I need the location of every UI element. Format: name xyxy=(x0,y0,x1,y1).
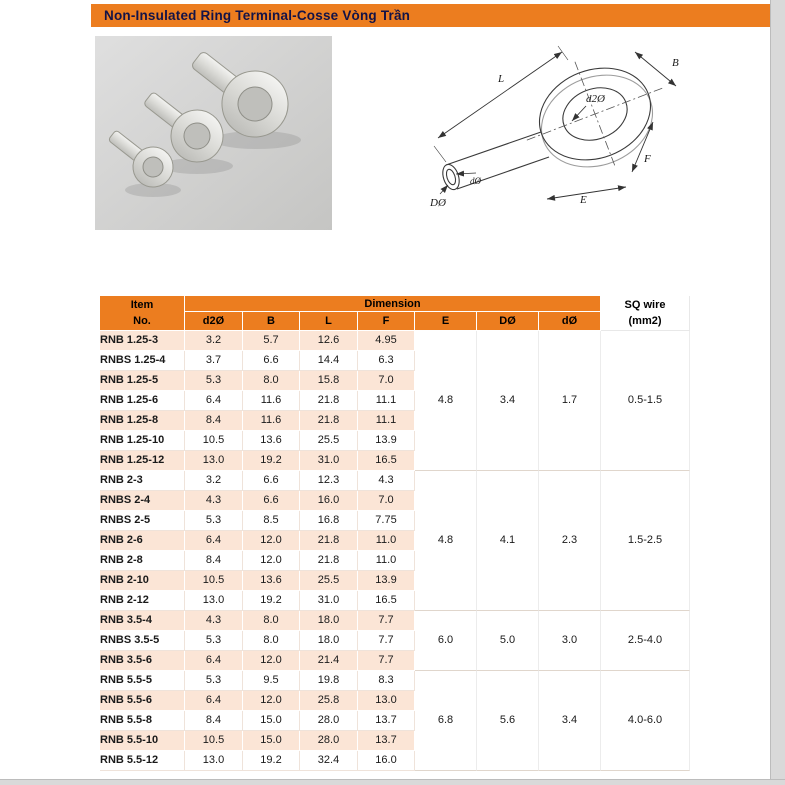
table-row xyxy=(100,471,690,491)
dimension-cell-F: 7.0 xyxy=(358,371,415,391)
group-E-cell: 6.8 xyxy=(415,671,477,771)
centerlines xyxy=(507,36,683,193)
dimension-cell-L: 21.8 xyxy=(300,551,358,571)
item-no-cell: RNB 5.5-10 xyxy=(100,731,185,751)
group-dO-cell: 3.0 xyxy=(539,611,601,671)
spec-table xyxy=(100,296,690,771)
dimension-cell-F: 16.5 xyxy=(358,591,415,611)
item-no-cell: RNB 2-12 xyxy=(100,591,185,611)
dimension-cell-d2: 10.5 xyxy=(185,731,243,751)
dimension-cell-B: 19.2 xyxy=(243,591,300,611)
dimension-cell-B: 6.6 xyxy=(243,471,300,491)
group-E-cell: 4.8 xyxy=(415,471,477,611)
item-no-cell: RNB 3.5-6 xyxy=(100,651,185,671)
col-header-dimension: Dimension xyxy=(185,296,601,312)
col-header-sq-wire: SQ wire (mm2) xyxy=(601,296,690,331)
item-no-cell: RNB 5.5-6 xyxy=(100,691,185,711)
dimension-cell-d2: 3.7 xyxy=(185,351,243,371)
dimension-cell-L: 21.4 xyxy=(300,651,358,671)
table-row xyxy=(100,611,690,631)
group-sq-wire-cell: 0.5-1.5 xyxy=(601,331,690,471)
page-title: Non-Insulated Ring Terminal-Cosse Vòng Trần xyxy=(104,8,411,23)
dimension-cell-L: 18.0 xyxy=(300,631,358,651)
dimension-cell-B: 6.6 xyxy=(243,491,300,511)
dimension-cell-B: 13.6 xyxy=(243,431,300,451)
dimension-cell-F: 11.0 xyxy=(358,531,415,551)
dimension-cell-B: 15.0 xyxy=(243,731,300,751)
item-no-cell: RNBS 2-4 xyxy=(100,491,185,511)
item-no-cell: RNB 1.25-6 xyxy=(100,391,185,411)
group-sq-wire-cell: 2.5-4.0 xyxy=(601,611,690,671)
dimension-cell-B: 11.6 xyxy=(243,391,300,411)
table-row xyxy=(100,671,690,691)
dimension-cell-F: 11.1 xyxy=(358,411,415,431)
group-E-cell: 4.8 xyxy=(415,331,477,471)
dimension-cell-d2: 8.4 xyxy=(185,711,243,731)
dimension-cell-F: 4.95 xyxy=(358,331,415,351)
dimension-cell-F: 16.0 xyxy=(358,751,415,771)
item-no-cell: RNB 1.25-5 xyxy=(100,371,185,391)
dimension-cell-F: 13.9 xyxy=(358,431,415,451)
dimension-cell-B: 9.5 xyxy=(243,671,300,691)
dimension-cell-d2: 10.5 xyxy=(185,571,243,591)
dimension-cell-L: 28.0 xyxy=(300,711,358,731)
page-edge-bottom xyxy=(0,779,785,785)
dimension-cell-L: 19.8 xyxy=(300,671,358,691)
page-edge-right xyxy=(770,0,785,785)
group-dO-cell: 3.4 xyxy=(539,671,601,771)
dimension-cell-B: 19.2 xyxy=(243,751,300,771)
col-header-L: L xyxy=(300,312,358,331)
diagram-label-D: DØ xyxy=(430,197,446,209)
dimension-cell-B: 8.5 xyxy=(243,511,300,531)
dimension-cell-L: 14.4 xyxy=(300,351,358,371)
dimension-cell-d2: 6.4 xyxy=(185,391,243,411)
diagram-label-E: E xyxy=(580,194,587,206)
dimension-cell-L: 25.8 xyxy=(300,691,358,711)
dimension-cell-B: 12.0 xyxy=(243,531,300,551)
group-sq-wire-cell: 1.5-2.5 xyxy=(601,471,690,611)
col-header-F: F xyxy=(358,312,415,331)
dimension-cell-F: 6.3 xyxy=(358,351,415,371)
dimension-cell-B: 19.2 xyxy=(243,451,300,471)
dimension-cell-F: 7.7 xyxy=(358,651,415,671)
dimension-cell-B: 12.0 xyxy=(243,551,300,571)
dimension-cell-F: 11.1 xyxy=(358,391,415,411)
item-no-cell: RNB 2-6 xyxy=(100,531,185,551)
group-DO-cell: 4.1 xyxy=(477,471,539,611)
dimension-cell-d2: 3.2 xyxy=(185,331,243,351)
dimension-cell-L: 16.8 xyxy=(300,511,358,531)
item-no-cell: RNBS 2-5 xyxy=(100,511,185,531)
dimension-cell-d2: 6.4 xyxy=(185,531,243,551)
col-header-d2: d2Ø xyxy=(185,312,243,331)
item-no-cell: RNB 1.25-8 xyxy=(100,411,185,431)
dimension-cell-L: 18.0 xyxy=(300,611,358,631)
dimension-cell-B: 5.7 xyxy=(243,331,300,351)
dimension-cell-L: 21.8 xyxy=(300,411,358,431)
dimension-cell-F: 13.0 xyxy=(358,691,415,711)
dimension-cell-d2: 4.3 xyxy=(185,611,243,631)
dimension-cell-L: 21.8 xyxy=(300,391,358,411)
dimension-cell-d2: 10.5 xyxy=(185,431,243,451)
item-no-cell: RNB 2-10 xyxy=(100,571,185,591)
col-header-DO: DØ xyxy=(477,312,539,331)
diagram-label-d: dØ xyxy=(470,176,481,186)
col-header-dO: dØ xyxy=(539,312,601,331)
diagram-label-d2: d2Ø xyxy=(586,93,605,105)
dimension-cell-d2: 8.4 xyxy=(185,411,243,431)
dimension-cell-d2: 5.3 xyxy=(185,631,243,651)
item-no-cell: RNB 1.25-10 xyxy=(100,431,185,451)
product-photo xyxy=(95,36,332,230)
dimension-cell-d2: 13.0 xyxy=(185,451,243,471)
dimension-cell-B: 13.6 xyxy=(243,571,300,591)
dimension-cell-L: 21.8 xyxy=(300,531,358,551)
dimension-cell-L: 31.0 xyxy=(300,591,358,611)
dimension-cell-F: 13.7 xyxy=(358,711,415,731)
dimension-cell-L: 15.8 xyxy=(300,371,358,391)
dimension-cell-L: 12.6 xyxy=(300,331,358,351)
item-no-cell: RNB 1.25-3 xyxy=(100,331,185,351)
dimension-cell-B: 15.0 xyxy=(243,711,300,731)
dimension-cell-L: 25.5 xyxy=(300,431,358,451)
group-DO-cell: 5.6 xyxy=(477,671,539,771)
col-header-B: B xyxy=(243,312,300,331)
diagram-label-F: F xyxy=(644,153,651,165)
dimension-cell-F: 7.75 xyxy=(358,511,415,531)
dimension-cell-d2: 5.3 xyxy=(185,671,243,691)
group-sq-wire-cell: 4.0-6.0 xyxy=(601,671,690,771)
dimension-cell-L: 31.0 xyxy=(300,451,358,471)
item-no-cell: RNB 5.5-5 xyxy=(100,671,185,691)
dimension-cell-F: 13.7 xyxy=(358,731,415,751)
dimension-cell-d2: 5.3 xyxy=(185,371,243,391)
group-dO-cell: 1.7 xyxy=(539,331,601,471)
dimension-cell-d2: 5.3 xyxy=(185,511,243,531)
dimension-cell-d2: 6.4 xyxy=(185,691,243,711)
table-row xyxy=(100,331,690,351)
dimension-cell-B: 12.0 xyxy=(243,691,300,711)
dimension-cell-d2: 6.4 xyxy=(185,651,243,671)
dimension-cell-L: 16.0 xyxy=(300,491,358,511)
dimension-cell-L: 25.5 xyxy=(300,571,358,591)
item-no-cell: RNB 3.5-4 xyxy=(100,611,185,631)
technical-diagram xyxy=(410,26,720,231)
dimension-cell-L: 32.4 xyxy=(300,751,358,771)
diagram-label-L: L xyxy=(498,73,505,85)
dimension-cell-d2: 3.2 xyxy=(185,471,243,491)
dimension-cell-F: 13.9 xyxy=(358,571,415,591)
dimension-cell-d2: 13.0 xyxy=(185,751,243,771)
group-DO-cell: 5.0 xyxy=(477,611,539,671)
col-header-item-no: Item No. xyxy=(100,296,185,331)
dimension-cell-B: 8.0 xyxy=(243,611,300,631)
dimension-cell-L: 12.3 xyxy=(300,471,358,491)
dimension-cell-F: 16.5 xyxy=(358,451,415,471)
dimension-cell-d2: 4.3 xyxy=(185,491,243,511)
dimension-cell-B: 11.6 xyxy=(243,411,300,431)
dimension-cell-F: 4.3 xyxy=(358,471,415,491)
group-dO-cell: 2.3 xyxy=(539,471,601,611)
dimension-cell-B: 12.0 xyxy=(243,651,300,671)
dimension-cell-B: 6.6 xyxy=(243,351,300,371)
dimension-cell-F: 7.7 xyxy=(358,631,415,651)
dimension-cell-F: 11.0 xyxy=(358,551,415,571)
spec-table-wrap xyxy=(100,296,690,771)
dimension-cell-F: 7.7 xyxy=(358,611,415,631)
dimension-cell-F: 8.3 xyxy=(358,671,415,691)
dimension-cell-d2: 8.4 xyxy=(185,551,243,571)
item-no-cell: RNBS 1.25-4 xyxy=(100,351,185,371)
dimension-cell-d2: 13.0 xyxy=(185,591,243,611)
dimension-cell-B: 8.0 xyxy=(243,631,300,651)
col-header-E: E xyxy=(415,312,477,331)
group-E-cell: 6.0 xyxy=(415,611,477,671)
item-no-cell: RNB 5.5-8 xyxy=(100,711,185,731)
item-no-cell: RNB 1.25-12 xyxy=(100,451,185,471)
group-DO-cell: 3.4 xyxy=(477,331,539,471)
dimension-cell-B: 8.0 xyxy=(243,371,300,391)
dimension-cell-F: 7.0 xyxy=(358,491,415,511)
item-no-cell: RNB 5.5-12 xyxy=(100,751,185,771)
item-no-cell: RNB 2-8 xyxy=(100,551,185,571)
diagram-label-B: B xyxy=(672,57,679,69)
title-bar xyxy=(91,4,770,27)
dimension-cell-L: 28.0 xyxy=(300,731,358,751)
item-no-cell: RNB 2-3 xyxy=(100,471,185,491)
item-no-cell: RNBS 3.5-5 xyxy=(100,631,185,651)
